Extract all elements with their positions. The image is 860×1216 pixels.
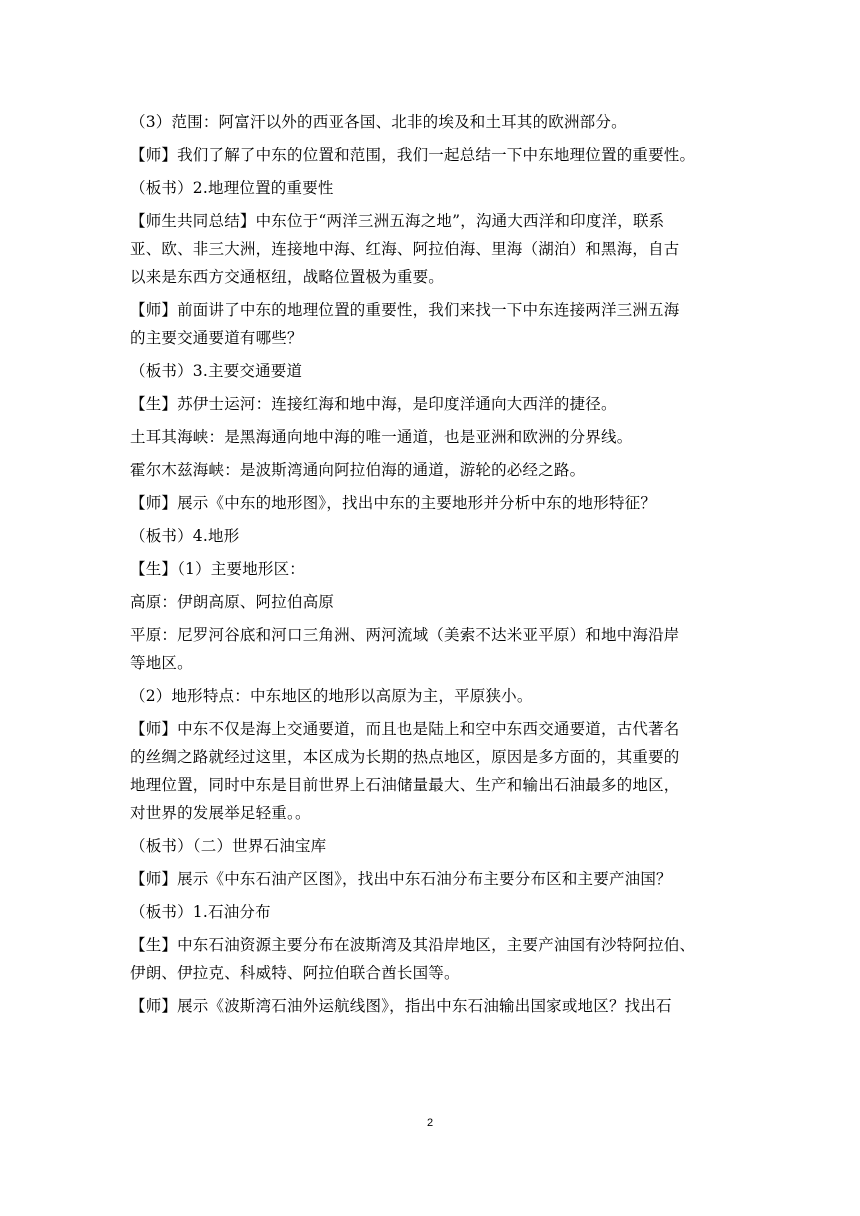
paragraph-line: 【生】苏伊士运河：连接红海和地中海，是印度洋通向大西洋的捷径。 xyxy=(130,395,617,413)
paragraph-line: （板书）（二）世界石油宝库 xyxy=(130,837,327,855)
paragraph-line: 等地区。 xyxy=(130,654,193,672)
paragraph-line: 【师】我们了解了中东的位置和范围，我们一起总结一下中东地理位置的重要性。 xyxy=(130,146,696,164)
paragraph-line: 【师】中东不仅是海上交通要道，而且也是陆上和空中东西交通要道，古代著名 xyxy=(130,720,680,738)
paragraph-line: 【师】展示《波斯湾石油外运航线图》，指出中东石油输出国家或地区？找出石 xyxy=(130,997,672,1015)
paragraph-line: （板书）1.石油分布 xyxy=(130,903,271,921)
page-number: 2 xyxy=(426,1117,434,1129)
paragraph-line: 【师】展示《中东石油产区图》，找出中东石油分布主要分布区和主要产油国？ xyxy=(130,870,672,888)
paragraph-line: （3）范围：阿富汗以外的西亚各国、北非的埃及和土耳其的欧洲部分。 xyxy=(130,113,627,131)
paragraph-line: （板书）2.地理位置的重要性 xyxy=(130,179,334,197)
paragraph-line: 霍尔木兹海峡：是波斯湾通向阿拉伯海的通道，游轮的必经之路。 xyxy=(130,461,586,479)
paragraph-line: 【生】中东石油资源主要分布在波斯湾及其沿岸地区，主要产油国有沙特阿拉伯、 xyxy=(130,936,696,954)
paragraph-line: （板书）3.主要交通要道 xyxy=(130,362,303,380)
paragraph-line: 对世界的发展举足轻重。。 xyxy=(130,804,311,822)
paragraph-line: 【师】展示《中东的地形图》，找出中东的主要地形并分析中东的地形特征？ xyxy=(130,494,657,512)
paragraph-line: 【师生共同总结】中东位于“两洋三洲五海之地”，沟通大西洋和印度洋，联系 xyxy=(130,212,665,230)
paragraph-line: 高原：伊朗高原、阿拉伯高原 xyxy=(130,593,335,611)
paragraph-line: 土耳其海峡：是黑海通向地中海的唯一通道，也是亚洲和欧洲的分界线。 xyxy=(130,428,633,446)
paragraph-line: 【师】前面讲了中东的地理位置的重要性，我们来找一下中东连接两洋三洲五海 xyxy=(130,301,680,319)
paragraph-line: 亚、欧、非三大洲，连接地中海、红海、阿拉伯海、里海（湖泊）和黑海，自古 xyxy=(130,240,680,258)
paragraph-line: 平原：尼罗河谷底和河口三角洲、两河流域（美索不达米亚平原）和地中海沿岸 xyxy=(130,626,680,644)
paragraph-line: 伊朗、伊拉克、科威特、阿拉伯联合酋长国等。 xyxy=(130,964,460,982)
paragraph-line: 的主要交通要道有哪些？ xyxy=(130,329,303,347)
paragraph-line: （板书）4.地形 xyxy=(130,527,240,545)
paragraph-line: 地理位置，同时中东是目前世界上石油储量最大、生产和输出石油最多的地区， xyxy=(130,776,680,794)
paragraph-line: （2）地形特点：中东地区的地形以高原为主，平原狭小。 xyxy=(130,687,533,705)
paragraph-line: 的丝绸之路就经过这里，本区成为长期的热点地区，原因是多方面的，其重要的 xyxy=(130,748,680,766)
paragraph-line: 以来是东西方交通枢纽，战略位置极为重要。 xyxy=(130,268,445,286)
paragraph-line: 【生】（1）主要地形区： xyxy=(130,560,306,578)
document-body xyxy=(130,108,730,1020)
